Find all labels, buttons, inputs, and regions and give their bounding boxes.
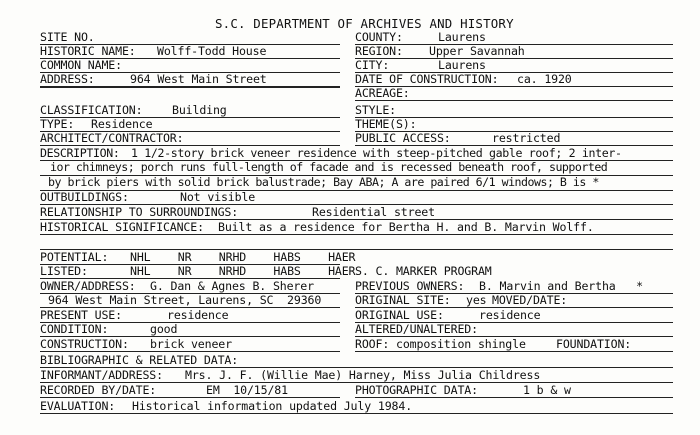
public-access-value: restricted bbox=[492, 131, 561, 145]
roof-line bbox=[355, 351, 673, 352]
marker-program-label: S. C. MARKER PROGRAM bbox=[355, 264, 492, 278]
listed-options: NHL NR NRHD HABS HAER bbox=[130, 264, 356, 278]
description-line-3: by brick piers with solid brick balustrade; Bay ABA; A are paired 6/1 windows; B is * bbox=[48, 175, 599, 189]
owner-label: OWNER/ADDRESS: bbox=[40, 279, 136, 293]
address-value: 964 West Main Street bbox=[130, 72, 267, 86]
recorded-label: RECORDED BY/DATE: bbox=[40, 383, 157, 397]
county-label: COUNTY: bbox=[355, 30, 403, 44]
photographic-value: 1 b & w bbox=[523, 383, 571, 397]
classification-line bbox=[40, 117, 340, 118]
informant-value: Mrs. J. F. (Willie Mae) Harney, Miss Julia Childress bbox=[185, 368, 541, 382]
significance-value: Built as a residence for Bertha H. and B. Marvin Wolff. bbox=[218, 220, 594, 234]
date-construction-value: ca. 1920 bbox=[517, 72, 572, 86]
roof-value: composition shingle bbox=[396, 337, 526, 351]
evaluation-label: EVALUATION: bbox=[40, 399, 116, 413]
significance-label: HISTORICAL SIGNIFICANCE: bbox=[40, 220, 204, 234]
original-site-label: ORIGINAL SITE: bbox=[355, 293, 451, 307]
potential-options: NHL NR NRHD HABS HAER bbox=[130, 250, 356, 264]
construction-value: brick veneer bbox=[150, 337, 232, 351]
owner-value: G. Dan & Agnes B. Sherer bbox=[150, 279, 314, 293]
previous-owners-label: PREVIOUS OWNERS: bbox=[355, 279, 465, 293]
construction-label: CONSTRUCTION: bbox=[40, 337, 129, 351]
region-line bbox=[355, 58, 673, 59]
original-site-value: yes bbox=[466, 293, 487, 307]
relationship-value: Residential street bbox=[312, 205, 435, 219]
roof-label: ROOF: bbox=[355, 337, 390, 351]
present-use-value: residence bbox=[167, 308, 229, 322]
classification-value: Building bbox=[172, 103, 227, 117]
original-use-value: residence bbox=[479, 308, 541, 322]
description-rule-3 bbox=[40, 190, 673, 191]
description-line-1: 1 1/2-story brick veneer residence with steep-pitched gable roof; 2 inter- bbox=[131, 146, 622, 160]
historic-name-label: HISTORIC NAME: bbox=[40, 44, 136, 58]
outbuildings-value: Not visible bbox=[180, 190, 256, 204]
type-label: TYPE: bbox=[40, 117, 75, 131]
evaluation-line bbox=[40, 413, 673, 414]
historic-name-value: Wolff-Todd House bbox=[157, 44, 267, 58]
description-label: DESCRIPTION: bbox=[40, 146, 120, 160]
type-value: Residence bbox=[91, 117, 153, 131]
present-use-label: PRESENT USE: bbox=[40, 308, 122, 322]
region-value: Upper Savannah bbox=[429, 44, 525, 58]
previous-owners-value: B. Marvin and Bertha * bbox=[479, 279, 643, 293]
photographic-label: PHOTOGRAPHIC DATA: bbox=[355, 383, 478, 397]
potential-label: POTENTIAL: bbox=[40, 250, 109, 264]
relationship-label: RELATIONSHIP TO SURROUNDINGS: bbox=[40, 205, 239, 219]
region-label: REGION: bbox=[355, 44, 403, 58]
bibliographic-label: BIBLIOGRAPHIC & RELATED DATA: bbox=[40, 353, 239, 367]
city-label: CITY: bbox=[355, 58, 390, 72]
recorded-line bbox=[40, 397, 340, 398]
address-line bbox=[40, 86, 340, 88]
acreage-label: ACREAGE: bbox=[355, 86, 410, 100]
significance-line bbox=[40, 234, 673, 235]
address-label: ADDRESS: bbox=[40, 72, 95, 86]
form-title: S.C. DEPARTMENT OF ARCHIVES AND HISTORY bbox=[215, 16, 514, 31]
evaluation-value: Historical information updated July 1984. bbox=[132, 399, 413, 413]
description-line-2: ior chimneys; porch runs full-length of facade and is recessed beneath roof, supported bbox=[50, 160, 608, 174]
original-use-label: ORIGINAL USE: bbox=[355, 308, 444, 322]
informant-label: INFORMANT/ADDRESS: bbox=[40, 368, 163, 382]
classification-label: CLASSIFICATION: bbox=[40, 103, 143, 117]
altered-label: ALTERED/UNALTERED: bbox=[355, 322, 478, 336]
common-name-label: COMMON NAME: bbox=[40, 58, 122, 72]
site-no-label: SITE NO. bbox=[40, 30, 95, 44]
style-label: STYLE: bbox=[355, 103, 396, 117]
theme-label: THEME(S): bbox=[355, 117, 417, 131]
foundation-label: FOUNDATION: bbox=[556, 337, 632, 351]
moved-date-label: MOVED/DATE: bbox=[492, 293, 568, 307]
city-value: Laurens bbox=[438, 58, 486, 72]
county-value: Laurens bbox=[438, 30, 486, 44]
condition-value: good bbox=[150, 322, 178, 336]
owner-address: 964 West Main Street, Laurens, SC 29360 bbox=[48, 293, 322, 307]
acreage-line bbox=[355, 100, 673, 101]
outbuildings-label: OUTBUILDINGS: bbox=[40, 190, 129, 204]
condition-label: CONDITION: bbox=[40, 322, 109, 336]
listed-label: LISTED: bbox=[40, 264, 88, 278]
construction-line bbox=[40, 351, 340, 352]
recorded-value: EM 10/15/81 bbox=[206, 383, 288, 397]
photographic-line bbox=[355, 397, 673, 398]
architect-label: ARCHITECT/CONTRACTOR: bbox=[40, 131, 184, 145]
public-access-label: PUBLIC ACCESS: bbox=[355, 131, 451, 145]
date-construction-label: DATE OF CONSTRUCTION: bbox=[355, 72, 499, 86]
